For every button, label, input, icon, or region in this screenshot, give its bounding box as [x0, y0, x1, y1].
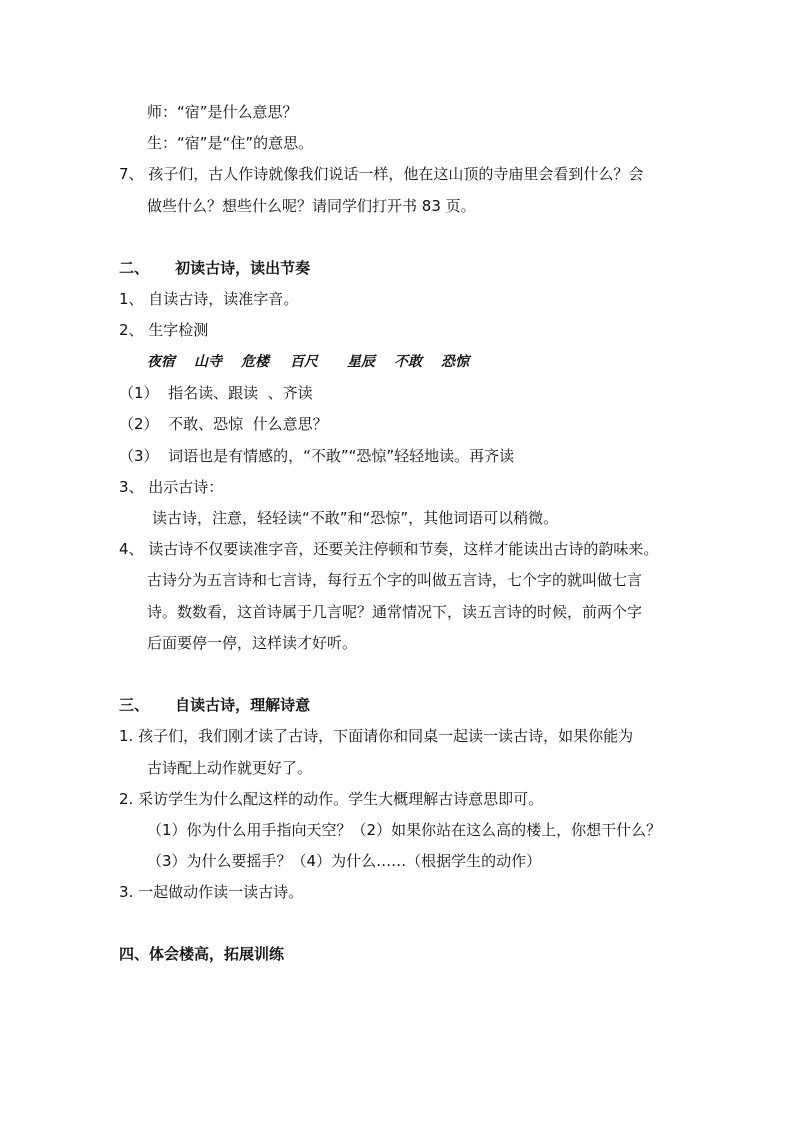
section-2-sub-1: （1） 指名读、跟读 、齐读	[119, 384, 313, 402]
section-3-item-3: 3. 一起做动作读一读古诗。	[119, 883, 304, 901]
vocab-word: 百尺	[290, 354, 318, 370]
section-2-heading: 二、 初读古诗，读出节奏	[119, 259, 311, 277]
item-7-line-1: 7、 孩子们，古人作诗就像我们说话一样，他在这山顶的寺庙里会看到什么？会	[119, 165, 644, 183]
section-2-item-3-text: 读古诗，注意，轻轻读“不敢”和“恐惊”，其他词语可以稍微。	[152, 509, 559, 527]
section-3-item-2-sub-2: （3）为什么要摇手？（4）为什么……（根据学生的动作）	[147, 852, 542, 870]
section-2-item-4-line-3: 诗。数数看，这首诗属于几言呢？通常情况下，读五言诗的时候，前两个字	[147, 603, 643, 621]
section-3-item-1-line-1: 1. 孩子们，我们刚才读了古诗，下面请你和同桌一起读一读古诗，如果你能为	[119, 727, 634, 745]
vocab-word: 山寺	[194, 354, 222, 370]
section-3-item-2-sub-1: （1）你为什么用手指向天空？（2）如果你站在这么高的楼上，你想干什么？	[147, 821, 662, 839]
section-2-sub-3: （3） 词语也是有情感的，“不敢”“恐惊”轻轻地读。再齐读	[119, 447, 515, 465]
section-3-item-1-line-2: 古诗配上动作就更好了。	[147, 759, 313, 777]
section-4-heading: 四、体会楼高，拓展训练	[119, 945, 285, 963]
vocab-word: 恐惊	[441, 354, 469, 370]
section-2-item-4-line-4: 后面要停一停，这样读才好听。	[147, 634, 358, 652]
vocab-word: 不敢	[394, 354, 422, 370]
section-2-item-4-line-1: 4、 读古诗不仅要读准字音，还要关注停顿和节奏，这样才能读出古诗的韵味来。	[119, 540, 659, 558]
section-2-item-4-line-2: 古诗分为五言诗和七言诗，每行五个字的叫做五言诗，七个字的就叫做七言	[147, 571, 643, 589]
vocab-word: 星辰	[347, 354, 375, 370]
vocab-word: 危楼	[241, 354, 269, 370]
item-7-line-2: 做些什么？想些什么呢？请同学们打开书 83 页。	[147, 197, 476, 215]
dialog-student: 生：“宿”是“住”的意思。	[147, 134, 314, 152]
section-2-item-2: 2、 生字检测	[119, 321, 209, 339]
vocab-word: 夜宿	[147, 354, 175, 370]
section-2-sub-2: （2） 不敢、恐惊 什么意思？	[119, 415, 328, 433]
section-2-item-3: 3、 出示古诗：	[119, 478, 224, 496]
dialog-teacher: 师：“宿”是什么意思？	[147, 103, 298, 121]
section-3-item-2: 2. 采访学生为什么配这样的动作。学生大概理解古诗意思即可。	[119, 790, 544, 808]
section-2-item-1: 1、 自读古诗，读准字音。	[119, 290, 299, 308]
section-3-heading: 三、 自读古诗，理解诗意	[119, 696, 311, 714]
